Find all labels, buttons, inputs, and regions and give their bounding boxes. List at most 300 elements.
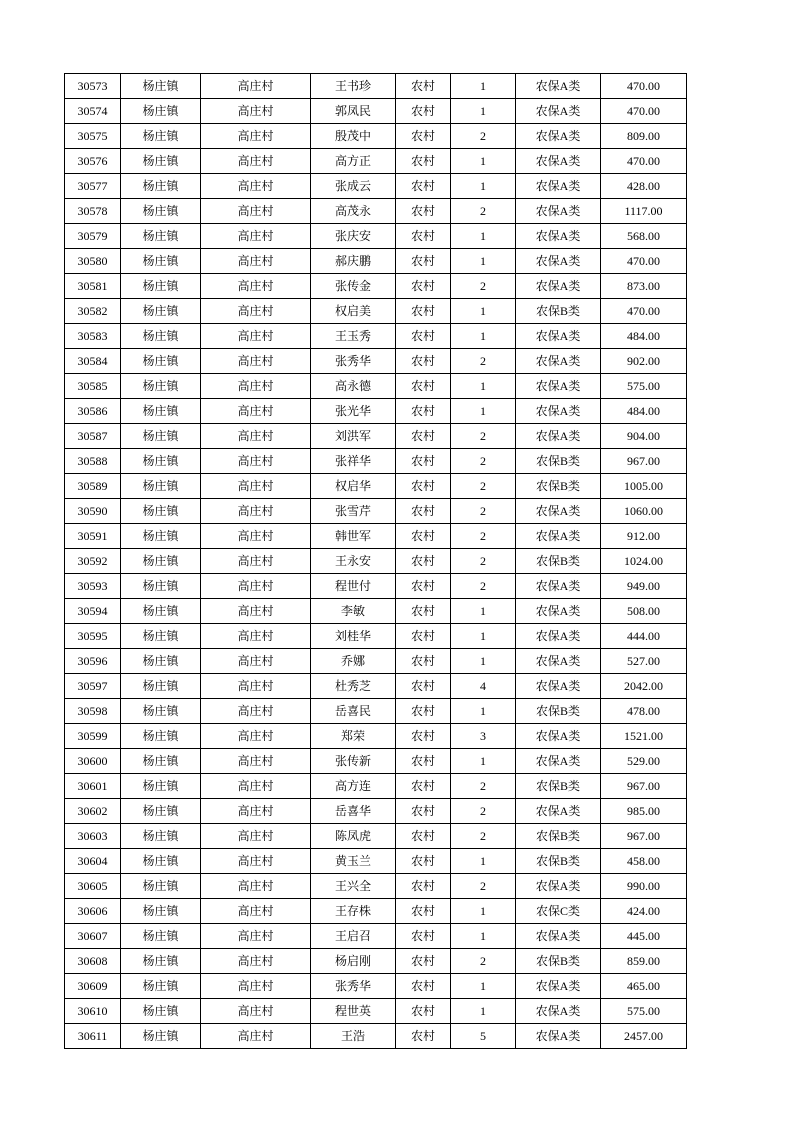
- cell-town: 杨庄镇: [121, 799, 201, 824]
- cell-count: 1: [451, 299, 516, 324]
- cell-village: 高庄村: [201, 649, 311, 674]
- cell-category: 农保A类: [516, 274, 601, 299]
- cell-name: 高茂永: [311, 199, 396, 224]
- cell-name: 高方连: [311, 774, 396, 799]
- cell-id: 30589: [65, 474, 121, 499]
- cell-amount: 470.00: [601, 149, 687, 174]
- cell-id: 30587: [65, 424, 121, 449]
- cell-name: 张光华: [311, 399, 396, 424]
- cell-name: 王玉秀: [311, 324, 396, 349]
- cell-name: 王启召: [311, 924, 396, 949]
- cell-name: 杜秀芝: [311, 674, 396, 699]
- table-row: [65, 424, 687, 449]
- cell-id: 30592: [65, 549, 121, 574]
- cell-count: 1: [451, 74, 516, 99]
- cell-amount: 428.00: [601, 174, 687, 199]
- table-body: [65, 74, 687, 1049]
- cell-residence: 农村: [396, 499, 451, 524]
- cell-name: 高永德: [311, 374, 396, 399]
- cell-village: 高庄村: [201, 324, 311, 349]
- cell-village: 高庄村: [201, 599, 311, 624]
- table-row: [65, 149, 687, 174]
- cell-residence: 农村: [396, 124, 451, 149]
- cell-residence: 农村: [396, 749, 451, 774]
- cell-name: 权启华: [311, 474, 396, 499]
- cell-town: 杨庄镇: [121, 199, 201, 224]
- cell-residence: 农村: [396, 1024, 451, 1049]
- cell-town: 杨庄镇: [121, 749, 201, 774]
- cell-amount: 873.00: [601, 274, 687, 299]
- cell-amount: 445.00: [601, 924, 687, 949]
- cell-category: 农保A类: [516, 499, 601, 524]
- cell-category: 农保A类: [516, 124, 601, 149]
- table-row: [65, 249, 687, 274]
- cell-amount: 809.00: [601, 124, 687, 149]
- cell-category: 农保A类: [516, 224, 601, 249]
- cell-name: 岳喜华: [311, 799, 396, 824]
- cell-category: 农保A类: [516, 999, 601, 1024]
- cell-name: 刘洪军: [311, 424, 396, 449]
- cell-village: 高庄村: [201, 374, 311, 399]
- cell-town: 杨庄镇: [121, 524, 201, 549]
- cell-residence: 农村: [396, 824, 451, 849]
- cell-id: 30604: [65, 849, 121, 874]
- cell-residence: 农村: [396, 949, 451, 974]
- cell-village: 高庄村: [201, 749, 311, 774]
- cell-residence: 农村: [396, 899, 451, 924]
- cell-name: 陈凤虎: [311, 824, 396, 849]
- cell-town: 杨庄镇: [121, 899, 201, 924]
- table-row: [65, 274, 687, 299]
- cell-residence: 农村: [396, 849, 451, 874]
- table-row: [65, 299, 687, 324]
- cell-name: 郝庆鹏: [311, 249, 396, 274]
- cell-count: 1: [451, 649, 516, 674]
- cell-residence: 农村: [396, 149, 451, 174]
- cell-name: 王书珍: [311, 74, 396, 99]
- cell-count: 1: [451, 749, 516, 774]
- cell-amount: 444.00: [601, 624, 687, 649]
- table-row: [65, 724, 687, 749]
- cell-town: 杨庄镇: [121, 674, 201, 699]
- cell-category: 农保B类: [516, 699, 601, 724]
- cell-id: 30576: [65, 149, 121, 174]
- cell-village: 高庄村: [201, 274, 311, 299]
- cell-id: 30606: [65, 899, 121, 924]
- cell-residence: 农村: [396, 724, 451, 749]
- cell-residence: 农村: [396, 474, 451, 499]
- cell-name: 李敏: [311, 599, 396, 624]
- cell-village: 高庄村: [201, 899, 311, 924]
- cell-amount: 2457.00: [601, 1024, 687, 1049]
- table-row: [65, 649, 687, 674]
- cell-name: 刘桂华: [311, 624, 396, 649]
- cell-residence: 农村: [396, 799, 451, 824]
- cell-village: 高庄村: [201, 924, 311, 949]
- cell-count: 1: [451, 924, 516, 949]
- cell-residence: 农村: [396, 274, 451, 299]
- cell-category: 农保A类: [516, 799, 601, 824]
- cell-village: 高庄村: [201, 299, 311, 324]
- cell-village: 高庄村: [201, 849, 311, 874]
- cell-village: 高庄村: [201, 224, 311, 249]
- cell-residence: 农村: [396, 374, 451, 399]
- cell-count: 2: [451, 574, 516, 599]
- table-row: [65, 524, 687, 549]
- cell-town: 杨庄镇: [121, 724, 201, 749]
- cell-category: 农保A类: [516, 199, 601, 224]
- cell-name: 张秀华: [311, 349, 396, 374]
- cell-amount: 967.00: [601, 774, 687, 799]
- cell-village: 高庄村: [201, 874, 311, 899]
- table-row: [65, 624, 687, 649]
- cell-count: 2: [451, 524, 516, 549]
- cell-count: 1: [451, 174, 516, 199]
- cell-town: 杨庄镇: [121, 224, 201, 249]
- cell-id: 30596: [65, 649, 121, 674]
- cell-category: 农保B类: [516, 949, 601, 974]
- cell-id: 30579: [65, 224, 121, 249]
- cell-residence: 农村: [396, 774, 451, 799]
- cell-amount: 575.00: [601, 999, 687, 1024]
- cell-category: 农保A类: [516, 1024, 601, 1049]
- cell-name: 张成云: [311, 174, 396, 199]
- table-row: [65, 174, 687, 199]
- cell-category: 农保A类: [516, 674, 601, 699]
- cell-town: 杨庄镇: [121, 974, 201, 999]
- table-row: [65, 499, 687, 524]
- cell-id: 30601: [65, 774, 121, 799]
- cell-name: 王浩: [311, 1024, 396, 1049]
- cell-village: 高庄村: [201, 549, 311, 574]
- cell-name: 张雪芹: [311, 499, 396, 524]
- cell-amount: 967.00: [601, 449, 687, 474]
- table-row: [65, 224, 687, 249]
- cell-amount: 2042.00: [601, 674, 687, 699]
- table-row: [65, 699, 687, 724]
- cell-amount: 508.00: [601, 599, 687, 624]
- cell-residence: 农村: [396, 699, 451, 724]
- cell-id: 30588: [65, 449, 121, 474]
- cell-category: 农保A类: [516, 399, 601, 424]
- table-row: [65, 549, 687, 574]
- cell-count: 2: [451, 424, 516, 449]
- cell-town: 杨庄镇: [121, 824, 201, 849]
- table-row: [65, 824, 687, 849]
- cell-count: 1: [451, 849, 516, 874]
- cell-count: 2: [451, 474, 516, 499]
- cell-count: 1: [451, 249, 516, 274]
- table-row: [65, 124, 687, 149]
- cell-category: 农保C类: [516, 899, 601, 924]
- cell-id: 30580: [65, 249, 121, 274]
- cell-residence: 农村: [396, 299, 451, 324]
- cell-id: 30585: [65, 374, 121, 399]
- benefits-table: [64, 73, 687, 1049]
- cell-name: 张秀华: [311, 974, 396, 999]
- cell-count: 1: [451, 624, 516, 649]
- cell-name: 韩世军: [311, 524, 396, 549]
- table-row: [65, 674, 687, 699]
- cell-count: 2: [451, 499, 516, 524]
- cell-amount: 859.00: [601, 949, 687, 974]
- cell-count: 2: [451, 824, 516, 849]
- table-row: [65, 924, 687, 949]
- cell-town: 杨庄镇: [121, 874, 201, 899]
- cell-residence: 农村: [396, 174, 451, 199]
- cell-town: 杨庄镇: [121, 924, 201, 949]
- cell-town: 杨庄镇: [121, 549, 201, 574]
- cell-category: 农保A类: [516, 99, 601, 124]
- cell-count: 2: [451, 274, 516, 299]
- cell-count: 2: [451, 549, 516, 574]
- cell-residence: 农村: [396, 524, 451, 549]
- cell-category: 农保B类: [516, 849, 601, 874]
- cell-residence: 农村: [396, 974, 451, 999]
- cell-village: 高庄村: [201, 399, 311, 424]
- cell-count: 1: [451, 149, 516, 174]
- cell-category: 农保A类: [516, 374, 601, 399]
- cell-name: 权启美: [311, 299, 396, 324]
- cell-name: 岳喜民: [311, 699, 396, 724]
- cell-town: 杨庄镇: [121, 499, 201, 524]
- cell-id: 30598: [65, 699, 121, 724]
- cell-id: 30608: [65, 949, 121, 974]
- cell-name: 郑荣: [311, 724, 396, 749]
- cell-id: 30600: [65, 749, 121, 774]
- table-row: [65, 399, 687, 424]
- table-row: [65, 874, 687, 899]
- cell-amount: 484.00: [601, 399, 687, 424]
- table-row: [65, 749, 687, 774]
- cell-town: 杨庄镇: [121, 274, 201, 299]
- cell-id: 30607: [65, 924, 121, 949]
- cell-amount: 902.00: [601, 349, 687, 374]
- cell-amount: 967.00: [601, 824, 687, 849]
- cell-category: 农保A类: [516, 574, 601, 599]
- cell-town: 杨庄镇: [121, 624, 201, 649]
- cell-count: 2: [451, 774, 516, 799]
- cell-town: 杨庄镇: [121, 999, 201, 1024]
- cell-village: 高庄村: [201, 724, 311, 749]
- cell-village: 高庄村: [201, 499, 311, 524]
- cell-id: 30597: [65, 674, 121, 699]
- cell-category: 农保B类: [516, 549, 601, 574]
- cell-id: 30577: [65, 174, 121, 199]
- cell-name: 杨启刚: [311, 949, 396, 974]
- cell-amount: 1521.00: [601, 724, 687, 749]
- cell-residence: 农村: [396, 674, 451, 699]
- cell-residence: 农村: [396, 874, 451, 899]
- cell-residence: 农村: [396, 449, 451, 474]
- cell-town: 杨庄镇: [121, 424, 201, 449]
- cell-amount: 985.00: [601, 799, 687, 824]
- cell-name: 张传新: [311, 749, 396, 774]
- cell-count: 4: [451, 674, 516, 699]
- cell-amount: 470.00: [601, 99, 687, 124]
- cell-village: 高庄村: [201, 999, 311, 1024]
- cell-amount: 529.00: [601, 749, 687, 774]
- cell-village: 高庄村: [201, 799, 311, 824]
- cell-name: 张庆安: [311, 224, 396, 249]
- table-row: [65, 949, 687, 974]
- cell-amount: 949.00: [601, 574, 687, 599]
- cell-amount: 458.00: [601, 849, 687, 874]
- cell-name: 乔娜: [311, 649, 396, 674]
- table-row: [65, 74, 687, 99]
- cell-town: 杨庄镇: [121, 849, 201, 874]
- cell-village: 高庄村: [201, 249, 311, 274]
- table-row: [65, 799, 687, 824]
- cell-id: 30573: [65, 74, 121, 99]
- cell-residence: 农村: [396, 399, 451, 424]
- cell-category: 农保A类: [516, 874, 601, 899]
- cell-residence: 农村: [396, 924, 451, 949]
- cell-name: 王永安: [311, 549, 396, 574]
- cell-village: 高庄村: [201, 199, 311, 224]
- cell-town: 杨庄镇: [121, 449, 201, 474]
- table-row: [65, 774, 687, 799]
- cell-residence: 农村: [396, 199, 451, 224]
- cell-count: 2: [451, 349, 516, 374]
- cell-amount: 478.00: [601, 699, 687, 724]
- document-page: [64, 73, 687, 1049]
- cell-name: 张祥华: [311, 449, 396, 474]
- cell-name: 王兴全: [311, 874, 396, 899]
- cell-category: 农保B类: [516, 449, 601, 474]
- cell-residence: 农村: [396, 224, 451, 249]
- cell-id: 30594: [65, 599, 121, 624]
- cell-count: 1: [451, 374, 516, 399]
- cell-count: 1: [451, 699, 516, 724]
- cell-town: 杨庄镇: [121, 399, 201, 424]
- cell-id: 30595: [65, 624, 121, 649]
- cell-town: 杨庄镇: [121, 574, 201, 599]
- cell-name: 王存株: [311, 899, 396, 924]
- cell-count: 1: [451, 899, 516, 924]
- cell-name: 高方正: [311, 149, 396, 174]
- cell-category: 农保B类: [516, 824, 601, 849]
- cell-residence: 农村: [396, 574, 451, 599]
- cell-id: 30581: [65, 274, 121, 299]
- cell-id: 30582: [65, 299, 121, 324]
- cell-category: 农保B类: [516, 474, 601, 499]
- cell-village: 高庄村: [201, 174, 311, 199]
- cell-id: 30593: [65, 574, 121, 599]
- table-row: [65, 599, 687, 624]
- cell-category: 农保A类: [516, 974, 601, 999]
- cell-category: 农保A类: [516, 149, 601, 174]
- cell-category: 农保A类: [516, 524, 601, 549]
- table-row: [65, 449, 687, 474]
- cell-village: 高庄村: [201, 524, 311, 549]
- cell-count: 2: [451, 124, 516, 149]
- table-row: [65, 899, 687, 924]
- cell-category: 农保A类: [516, 324, 601, 349]
- cell-name: 黄玉兰: [311, 849, 396, 874]
- cell-residence: 农村: [396, 324, 451, 349]
- cell-id: 30584: [65, 349, 121, 374]
- cell-village: 高庄村: [201, 674, 311, 699]
- cell-town: 杨庄镇: [121, 124, 201, 149]
- cell-residence: 农村: [396, 649, 451, 674]
- cell-residence: 农村: [396, 549, 451, 574]
- cell-category: 农保A类: [516, 74, 601, 99]
- cell-amount: 1024.00: [601, 549, 687, 574]
- cell-village: 高庄村: [201, 574, 311, 599]
- cell-count: 2: [451, 949, 516, 974]
- table-row: [65, 1024, 687, 1049]
- cell-amount: 484.00: [601, 324, 687, 349]
- cell-count: 2: [451, 199, 516, 224]
- cell-town: 杨庄镇: [121, 699, 201, 724]
- cell-town: 杨庄镇: [121, 99, 201, 124]
- table-row: [65, 324, 687, 349]
- cell-category: 农保A类: [516, 649, 601, 674]
- cell-amount: 1005.00: [601, 474, 687, 499]
- cell-id: 30610: [65, 999, 121, 1024]
- cell-amount: 1117.00: [601, 199, 687, 224]
- cell-id: 30575: [65, 124, 121, 149]
- cell-village: 高庄村: [201, 349, 311, 374]
- cell-amount: 465.00: [601, 974, 687, 999]
- cell-village: 高庄村: [201, 699, 311, 724]
- cell-id: 30586: [65, 399, 121, 424]
- cell-town: 杨庄镇: [121, 649, 201, 674]
- table-row: [65, 99, 687, 124]
- cell-town: 杨庄镇: [121, 74, 201, 99]
- cell-count: 2: [451, 874, 516, 899]
- cell-village: 高庄村: [201, 99, 311, 124]
- cell-id: 30583: [65, 324, 121, 349]
- cell-count: 2: [451, 799, 516, 824]
- cell-count: 1: [451, 99, 516, 124]
- table-row: [65, 199, 687, 224]
- cell-count: 1: [451, 599, 516, 624]
- cell-id: 30591: [65, 524, 121, 549]
- cell-count: 1: [451, 224, 516, 249]
- cell-id: 30611: [65, 1024, 121, 1049]
- cell-town: 杨庄镇: [121, 949, 201, 974]
- cell-count: 1: [451, 324, 516, 349]
- cell-village: 高庄村: [201, 124, 311, 149]
- cell-category: 农保A类: [516, 749, 601, 774]
- cell-town: 杨庄镇: [121, 174, 201, 199]
- cell-residence: 农村: [396, 999, 451, 1024]
- table-row: [65, 999, 687, 1024]
- cell-count: 1: [451, 999, 516, 1024]
- cell-town: 杨庄镇: [121, 774, 201, 799]
- cell-category: 农保B类: [516, 774, 601, 799]
- cell-village: 高庄村: [201, 449, 311, 474]
- cell-village: 高庄村: [201, 624, 311, 649]
- cell-amount: 470.00: [601, 299, 687, 324]
- cell-name: 郭凤民: [311, 99, 396, 124]
- cell-id: 30599: [65, 724, 121, 749]
- cell-village: 高庄村: [201, 74, 311, 99]
- cell-id: 30602: [65, 799, 121, 824]
- cell-category: 农保A类: [516, 249, 601, 274]
- cell-category: 农保A类: [516, 424, 601, 449]
- cell-category: 农保A类: [516, 599, 601, 624]
- table-row: [65, 349, 687, 374]
- cell-town: 杨庄镇: [121, 374, 201, 399]
- cell-town: 杨庄镇: [121, 149, 201, 174]
- table-row: [65, 374, 687, 399]
- cell-name: 程世付: [311, 574, 396, 599]
- cell-village: 高庄村: [201, 974, 311, 999]
- cell-name: 张传金: [311, 274, 396, 299]
